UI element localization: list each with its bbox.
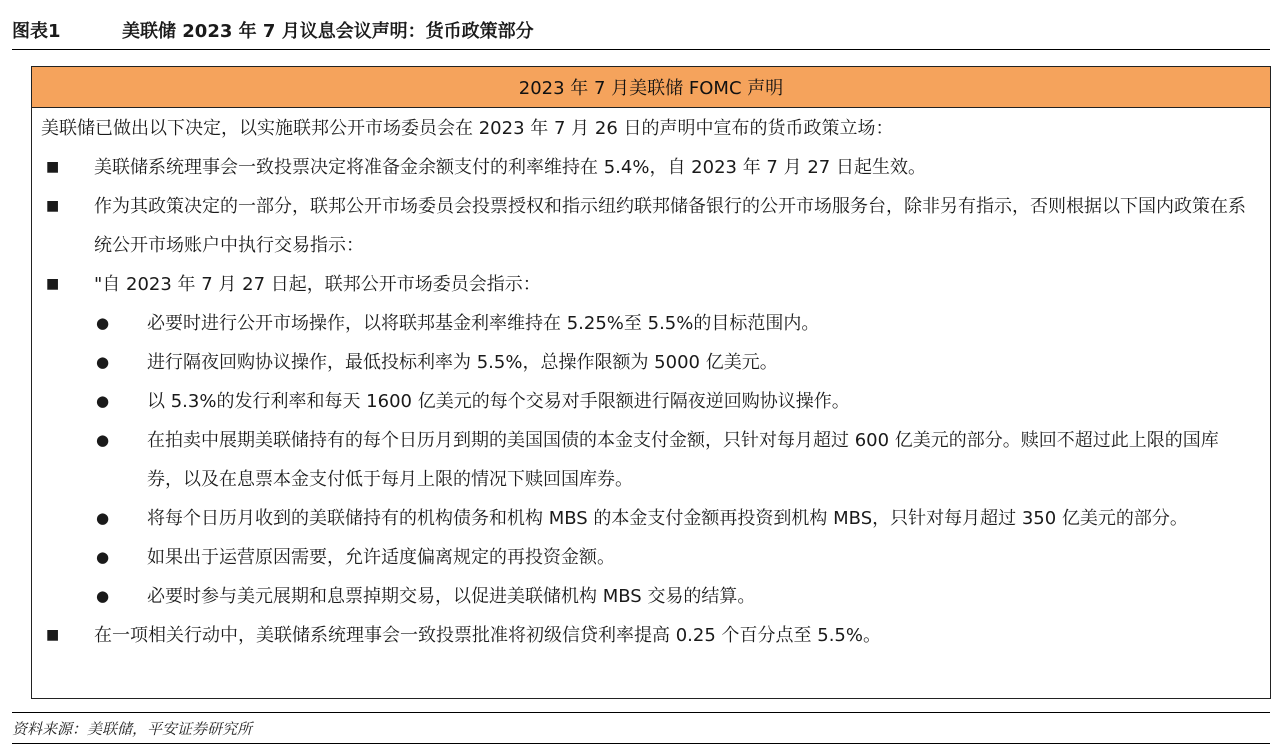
round-bullet-item: [32, 304, 1270, 343]
square-bullet-icon: ■: [46, 276, 60, 292]
square-bullet-item: [32, 265, 1270, 304]
square-bullet-item: [32, 616, 1270, 655]
round-bullet-icon: ●: [96, 509, 110, 527]
panel-title: 2023 年 7 月美联储 FOMC 声明: [32, 67, 1270, 108]
panel-body: [32, 108, 1270, 655]
round-bullet-icon: ●: [96, 392, 110, 410]
round-bullet-icon: ●: [96, 431, 110, 449]
intro-text: 美联储已做出以下决定，以实施联邦公开市场委员会在 2023 年 7 月 26 日的声明中宣布的货币政策立场：: [41, 118, 894, 139]
round-bullet-icon: ●: [96, 548, 110, 566]
square-bullet-item: [32, 187, 1270, 265]
source-note: 资料来源：美联储，平安证券研究所: [12, 712, 1270, 744]
bullet-text: 如果出于运营原因需要，允许适度偏离规定的再投资金额。: [147, 547, 615, 568]
figure-title: 美联储 2023 年 7 月议息会议声明：货币政策部分: [122, 20, 534, 42]
figure-number: 图表1: [12, 20, 61, 42]
bullet-text: 必要时进行公开市场操作，以将联邦基金利率维持在 5.25%至 5.5%的目标范围内。: [147, 313, 820, 334]
round-bullet-icon: ●: [96, 353, 110, 371]
bullet-text: 必要时参与美元展期和息票掉期交易，以促进美联储机构 MBS 交易的结算。: [147, 586, 756, 607]
bullet-text: "自 2023 年 7 月 27 日起，联邦公开市场委员会指示：: [94, 274, 541, 295]
square-bullet-item: [32, 148, 1270, 187]
round-bullet-item: [32, 343, 1270, 382]
bullet-text: 美联储系统理事会一致投票决定将准备金余额支付的利率维持在 5.4%，自 2023 年 7 月 27 日起生效。: [94, 157, 926, 178]
statement-list: [32, 148, 1270, 655]
round-bullet-item: [32, 538, 1270, 577]
round-bullet-item: [32, 382, 1270, 421]
bullet-text: 进行隔夜回购协议操作，最低投标利率为 5.5%，总操作限额为 5000 亿美元。: [147, 352, 778, 373]
bullet-text: 在一项相关行动中，美联储系统理事会一致投票批准将初级信贷利率提高 0.25 个百分点至 5.5%。: [94, 625, 881, 646]
square-bullet-icon: ■: [46, 198, 60, 214]
round-bullet-icon: ●: [96, 314, 110, 332]
round-bullet-item: [32, 577, 1270, 616]
bullet-text: 以 5.3%的发行利率和每天 1600 亿美元的每个交易对手限额进行隔夜逆回购协议操作。: [147, 391, 850, 412]
round-bullet-item: [32, 421, 1270, 499]
round-bullet-icon: ●: [96, 587, 110, 605]
figure-header: [12, 10, 1270, 50]
square-bullet-icon: ■: [46, 159, 60, 175]
bullet-text: 在拍卖中展期美联储持有的每个日历月到期的美国国债的本金支付金额，只针对每月超过 600 亿美元的部分。赎回不超过此上限的国库券，以及在息票本金支付低于每月上限的情况下赎回国库券。: [147, 430, 1219, 490]
bullet-text: 将每个日历月收到的美联储持有的机构债务和机构 MBS 的本金支付金额再投资到机构 MBS，只针对每月超过 350 亿美元的部分。: [147, 508, 1188, 529]
round-bullet-item: [32, 499, 1270, 538]
bullet-text: 作为其政策决定的一部分，联邦公开市场委员会投票授权和指示纽约联邦储备银行的公开市场服务台，除非另有指示，否则根据以下国内政策在系统公开市场账户中执行交易指示：: [94, 196, 1246, 256]
statement-panel: [31, 66, 1271, 699]
square-bullet-icon: ■: [46, 627, 60, 643]
